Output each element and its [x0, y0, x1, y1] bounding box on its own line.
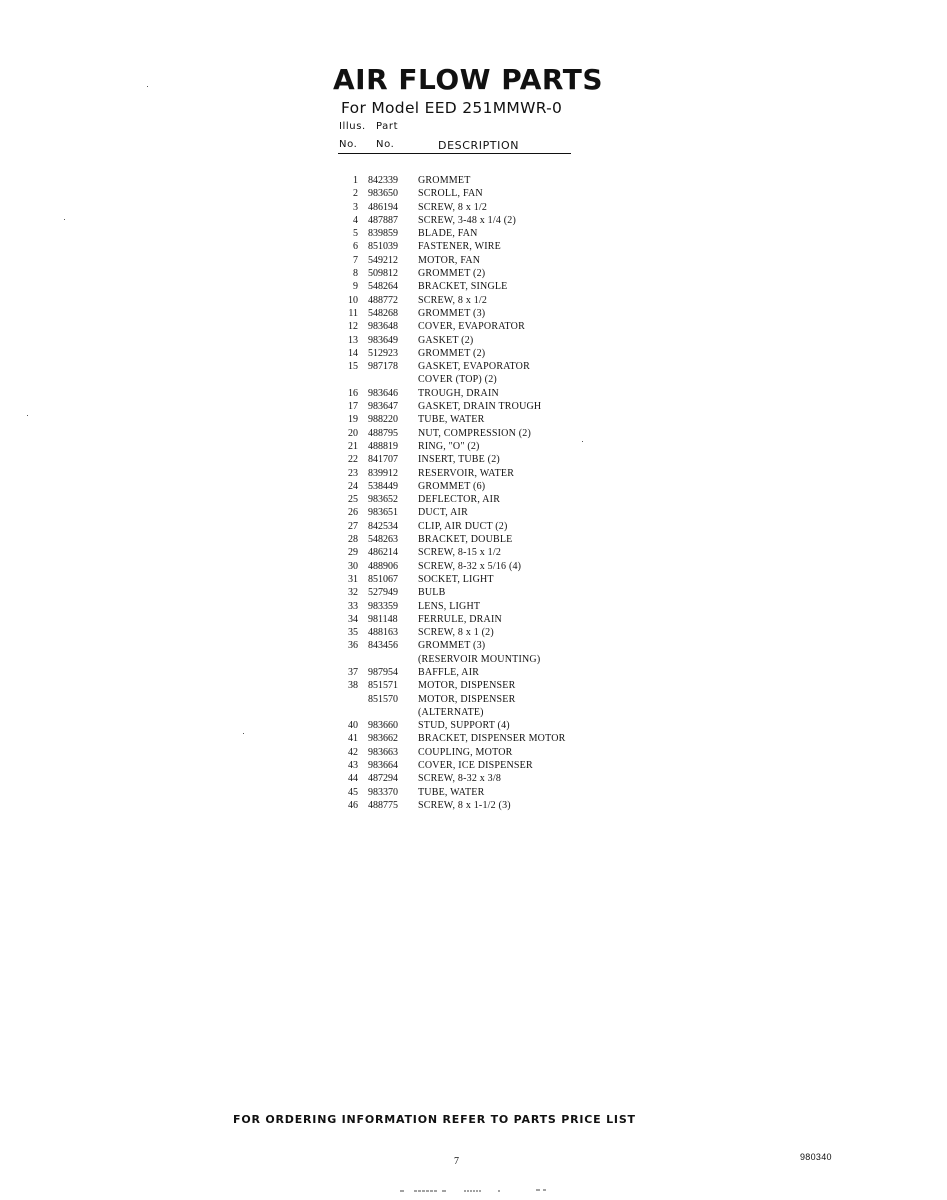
- parts-row: [340, 187, 660, 200]
- parts-row: [340, 400, 660, 413]
- part-description: INSERT, TUBE (2): [418, 454, 500, 466]
- part-description: TUBE, WATER: [418, 414, 485, 426]
- illus-number: 20: [348, 427, 358, 439]
- parts-row: [340, 294, 660, 307]
- illus-number: 21: [348, 440, 358, 452]
- part-number: 487887: [368, 214, 398, 226]
- illus-number: 40: [348, 720, 358, 732]
- parts-row: [340, 267, 660, 280]
- page-subtitle: For Model EED 251MMWR-0: [341, 99, 563, 117]
- illus-number: 42: [348, 746, 358, 758]
- part-number: 488795: [368, 427, 398, 439]
- part-number: 487294: [368, 773, 398, 785]
- parts-row: [340, 360, 660, 373]
- part-description: BLADE, FAN: [418, 228, 478, 240]
- illus-number: 14: [348, 347, 358, 359]
- part-description: FASTENER, WIRE: [418, 241, 501, 253]
- illus-number: 7: [353, 254, 358, 266]
- parts-row: [340, 639, 660, 652]
- part-description: SCREW, 8 x 1-1/2 (3): [418, 799, 511, 811]
- part-description: COUPLING, MOTOR: [418, 746, 513, 758]
- illus-number: 30: [348, 560, 358, 572]
- part-number: 839912: [368, 467, 398, 479]
- parts-row: [340, 746, 660, 759]
- parts-row: [340, 334, 660, 347]
- part-description: MOTOR, DISPENSER: [418, 680, 516, 692]
- part-number: 851571: [368, 680, 398, 692]
- parts-row: [340, 560, 660, 573]
- illus-number: 27: [348, 520, 358, 532]
- parts-row: [340, 453, 660, 466]
- scan-speck: [27, 415, 28, 416]
- part-description: GROMMET (2): [418, 268, 486, 280]
- illus-number: 1: [353, 175, 358, 186]
- parts-row: [340, 506, 660, 519]
- page-title: AIR FLOW PARTS: [333, 63, 603, 96]
- parts-row: [340, 679, 660, 692]
- parts-row: [340, 520, 660, 533]
- part-description: (RESERVOIR MOUNTING): [418, 653, 541, 665]
- scan-speck: [147, 86, 148, 87]
- parts-row: [340, 240, 660, 253]
- part-description: STUD, SUPPORT (4): [418, 720, 510, 732]
- illus-number: 45: [348, 786, 358, 798]
- part-number: 488775: [368, 799, 398, 811]
- part-description: SCREW, 8 x 1/2: [418, 294, 488, 306]
- part-description: COVER, EVAPORATOR: [418, 321, 525, 333]
- page-number: 7: [454, 1156, 459, 1167]
- parts-row: [340, 706, 660, 719]
- part-description: BRACKET, SINGLE: [418, 281, 508, 293]
- illus-number: 15: [348, 361, 358, 373]
- part-number: 983651: [368, 507, 398, 519]
- parts-row: [340, 666, 660, 679]
- part-number: 983650: [368, 188, 398, 200]
- illus-number: 3: [353, 201, 358, 213]
- part-description: LENS, LIGHT: [418, 600, 481, 612]
- parts-row: [340, 719, 660, 732]
- part-description: COVER, ICE DISPENSER: [418, 760, 533, 772]
- part-number: 512923: [368, 347, 398, 359]
- part-number: 983662: [368, 733, 398, 745]
- parts-row: [340, 626, 660, 639]
- parts-row: [340, 573, 660, 586]
- parts-row: [340, 480, 660, 493]
- illus-number: 34: [348, 613, 358, 625]
- part-description: DEFLECTOR, AIR: [418, 494, 501, 506]
- parts-row: [340, 427, 660, 440]
- part-number: 983359: [368, 600, 398, 612]
- part-number: 538449: [368, 480, 398, 492]
- part-number: 842534: [368, 520, 398, 532]
- part-description: SCREW, 8-32 x 5/16 (4): [418, 560, 522, 572]
- part-description: SCREW, 8-32 x 3/8: [418, 773, 502, 785]
- part-number: 981148: [368, 613, 398, 625]
- illus-number: 26: [348, 507, 358, 519]
- part-number: 549212: [368, 254, 398, 266]
- parts-row: [340, 440, 660, 453]
- part-description: NUT, COMPRESSION (2): [418, 427, 531, 439]
- part-description: RING, "O" (2): [418, 440, 480, 452]
- illus-number: 24: [348, 480, 358, 492]
- illus-number: 9: [353, 281, 358, 293]
- part-number: 983652: [368, 494, 398, 506]
- illus-number: 17: [348, 401, 358, 413]
- parts-row: [340, 772, 660, 785]
- part-description: CLIP, AIR DUCT (2): [418, 520, 508, 532]
- parts-row: [340, 759, 660, 772]
- parts-row: [340, 387, 660, 400]
- part-number: 548268: [368, 307, 398, 319]
- illus-number: 2: [353, 188, 358, 200]
- part-description: SCREW, 3-48 x 1/4 (2): [418, 214, 516, 226]
- part-number: 983660: [368, 720, 398, 732]
- illus-number: 4: [353, 214, 358, 226]
- illus-number: 23: [348, 467, 358, 479]
- illus-number: 11: [348, 307, 358, 319]
- part-description: COVER (TOP) (2): [418, 374, 497, 386]
- illus-number: 25: [348, 494, 358, 506]
- part-description: SCREW, 8-15 x 1/2: [418, 547, 502, 559]
- scan-speck: [243, 733, 244, 734]
- parts-row: [340, 467, 660, 480]
- part-number: 983648: [368, 321, 398, 333]
- illus-number: 10: [348, 294, 358, 306]
- parts-row: [340, 653, 660, 666]
- illus-number: 36: [348, 640, 358, 652]
- parts-row: [340, 307, 660, 320]
- part-description: BAFFLE, AIR: [418, 666, 480, 678]
- part-number: 843456: [368, 640, 398, 652]
- part-number: 988220: [368, 414, 398, 426]
- parts-row: [340, 693, 660, 706]
- part-description: GASKET, DRAIN TROUGH: [418, 401, 542, 413]
- part-number: 851039: [368, 241, 398, 253]
- parts-row: [340, 546, 660, 559]
- illus-number: 31: [348, 573, 358, 585]
- part-number: 488772: [368, 294, 398, 306]
- part-description: TROUGH, DRAIN: [418, 387, 499, 399]
- part-number: 983649: [368, 334, 398, 346]
- part-description: SCREW, 8 x 1 (2): [418, 627, 494, 639]
- part-number: 488163: [368, 627, 398, 639]
- ordering-note: FOR ORDERING INFORMATION REFER TO PARTS PRICE LIST: [233, 1113, 636, 1126]
- part-number: 488819: [368, 440, 398, 452]
- part-number: 983646: [368, 387, 398, 399]
- part-description: BULB: [418, 587, 446, 599]
- part-number: 488906: [368, 560, 398, 572]
- part-description: GROMMET (3): [418, 307, 486, 319]
- illus-number: 19: [348, 414, 358, 426]
- column-header-part: Part: [376, 121, 399, 132]
- part-description: GROMMET: [418, 175, 471, 186]
- part-number: 983664: [368, 760, 398, 772]
- part-number: 851067: [368, 573, 398, 585]
- parts-row: [340, 347, 660, 360]
- parts-row: [340, 786, 660, 799]
- illus-number: 33: [348, 600, 358, 612]
- parts-row: [340, 280, 660, 293]
- parts-row: [340, 600, 660, 613]
- part-number: 983647: [368, 401, 398, 413]
- illus-number: 6: [353, 241, 358, 253]
- parts-list: [340, 174, 660, 812]
- parts-row: [340, 799, 660, 812]
- part-description: (ALTERNATE): [418, 706, 484, 718]
- parts-row: [340, 732, 660, 745]
- parts-row: [340, 493, 660, 506]
- part-description: TUBE, WATER: [418, 786, 485, 798]
- illus-number: 38: [348, 680, 358, 692]
- parts-row: [340, 174, 660, 187]
- part-number: 527949: [368, 587, 398, 599]
- column-header-description: DESCRIPTION: [438, 139, 520, 152]
- part-description: SOCKET, LIGHT: [418, 573, 494, 585]
- illus-number: 22: [348, 454, 358, 466]
- scan-marks: [398, 1189, 548, 1193]
- illus-number: 44: [348, 773, 358, 785]
- scan-speck: [582, 441, 583, 442]
- illus-number: 41: [348, 733, 358, 745]
- parts-row: [340, 320, 660, 333]
- header-rule: [338, 153, 571, 154]
- part-description: BRACKET, DISPENSER MOTOR: [418, 733, 566, 745]
- parts-row: [340, 254, 660, 267]
- illus-number: 32: [348, 587, 358, 599]
- parts-row: [340, 533, 660, 546]
- illus-number: 16: [348, 387, 358, 399]
- illus-number: 13: [348, 334, 358, 346]
- part-number: 509812: [368, 268, 398, 280]
- document-number: 980340: [800, 1152, 832, 1162]
- part-description: MOTOR, DISPENSER: [418, 693, 516, 705]
- part-number: 548263: [368, 534, 398, 546]
- illus-number: 12: [348, 321, 358, 333]
- part-description: GROMMET (6): [418, 480, 486, 492]
- part-description: GASKET (2): [418, 334, 474, 346]
- part-description: FERRULE, DRAIN: [418, 613, 502, 625]
- illus-number: 37: [348, 666, 358, 678]
- part-number: 987178: [368, 361, 398, 373]
- part-description: GROMMET (3): [418, 640, 486, 652]
- illus-number: 29: [348, 547, 358, 559]
- part-description: BRACKET, DOUBLE: [418, 534, 513, 546]
- illus-number: 28: [348, 534, 358, 546]
- illus-number: 43: [348, 760, 358, 772]
- parts-row: [340, 586, 660, 599]
- part-number: 548264: [368, 281, 398, 293]
- part-number: 983663: [368, 746, 398, 758]
- part-number: 839859: [368, 228, 398, 240]
- part-number: 851570: [368, 693, 398, 705]
- column-header-illus: Illus.: [339, 121, 366, 132]
- illus-number: 5: [353, 228, 358, 240]
- part-description: MOTOR, FAN: [418, 254, 481, 266]
- part-description: SCREW, 8 x 1/2: [418, 201, 488, 213]
- part-description: GASKET, EVAPORATOR: [418, 361, 530, 373]
- part-number: 842339: [368, 175, 398, 186]
- part-description: SCROLL, FAN: [418, 188, 483, 200]
- parts-row: [340, 413, 660, 426]
- parts-row: [340, 373, 660, 386]
- illus-number: 46: [348, 799, 358, 811]
- part-number: 841707: [368, 454, 398, 466]
- part-number: 983370: [368, 786, 398, 798]
- column-header-part-no: No.: [376, 139, 395, 150]
- illus-number: 8: [353, 268, 358, 280]
- part-description: DUCT, AIR: [418, 507, 468, 519]
- parts-row: [340, 201, 660, 214]
- part-number: 486194: [368, 201, 398, 213]
- part-number: 987954: [368, 666, 398, 678]
- parts-row: [340, 214, 660, 227]
- illus-number: 35: [348, 627, 358, 639]
- part-number: 486214: [368, 547, 398, 559]
- scan-speck: [64, 219, 65, 220]
- part-description: RESERVOIR, WATER: [418, 467, 515, 479]
- parts-row: [340, 227, 660, 240]
- column-header-illus-no: No.: [339, 139, 358, 150]
- part-description: GROMMET (2): [418, 347, 486, 359]
- parts-row: [340, 613, 660, 626]
